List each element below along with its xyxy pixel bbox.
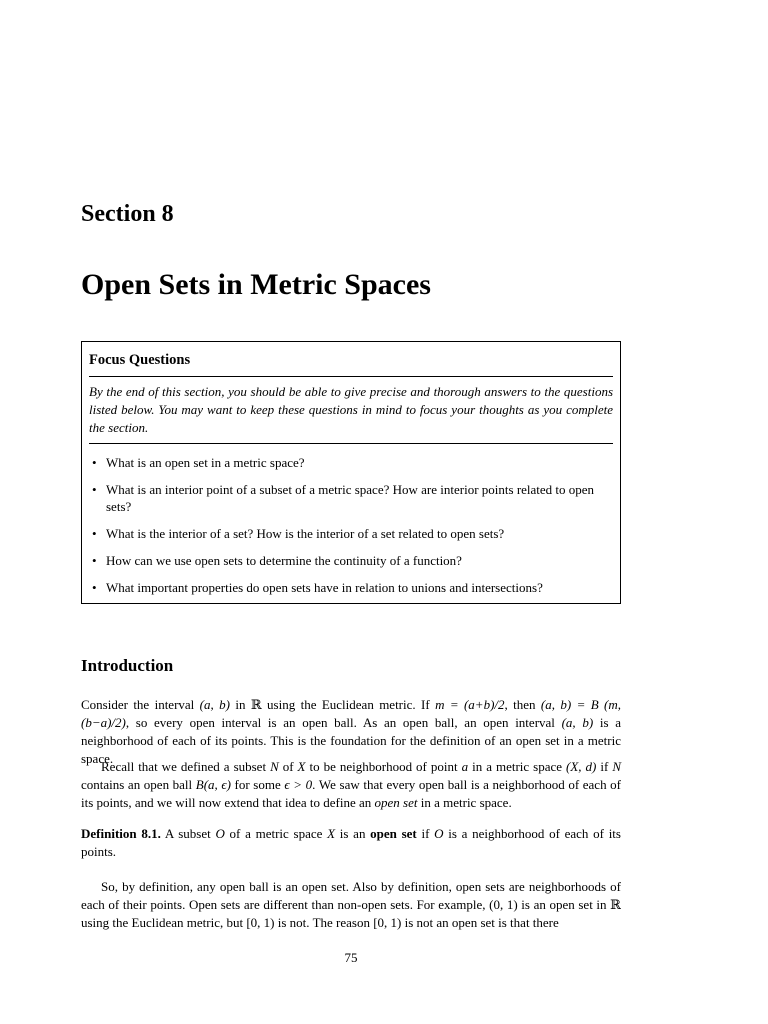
divider	[89, 443, 613, 444]
math-inline: (0, 1)	[489, 897, 518, 912]
focus-question: • What is an open set in a metric space?	[89, 454, 613, 471]
section-label: Section 8	[81, 201, 174, 227]
math-inline: O	[215, 826, 225, 841]
math-inline: ℝ	[250, 697, 262, 712]
math-inline: (a, b)	[199, 697, 230, 712]
math-inline: (X, d)	[566, 759, 597, 774]
intro-paragraph-2: Recall that we defined a subset N of X to be neighborhood of point a in a metric space (X, d) if N contains an open ball B(a, ϵ) for some ϵ > 0. We saw that every open ball is a neighborhood of each of its points, and we will now extend that idea to define an open set in a metric space.	[81, 759, 621, 810]
math-inline: [0, 1)	[373, 915, 402, 930]
focus-question: • What important properties do open sets have in relation to unions and intersections?	[89, 579, 613, 596]
math-inline: ϵ > 0	[284, 777, 313, 792]
emphasis-term: open set	[374, 795, 418, 810]
intro-paragraph-1: Consider the interval (a, b) in ℝ using the Euclidean metric. If m = (a+b)/2, then (a, b) = B (m, (b−a)/2), so every open interval is an open ball. As an open ball, an open interval (a, b) is a neighborhood of each of its points. This is the foundation for the definition of an open set in a metric space.	[81, 697, 622, 766]
math-inline: B(a, ϵ)	[195, 777, 231, 792]
focus-intro: By the end of this section, you should be able to give precise and thorough answers to the questions listed below. You may want to keep these questions in mind to focus your thoughts as you complete the section.	[89, 384, 613, 435]
focus-question-list	[89, 454, 613, 596]
focus-question: • What is an interior point of a subset of a metric space? How are interior points related to open sets?	[89, 481, 613, 515]
math-inline: ℝ	[610, 897, 621, 912]
definition-8-1: Definition 8.1. A subset O of a metric space X is an open set if O is a neighborhood of each of its points.	[81, 826, 621, 859]
focus-question: • How can we use open sets to determine the continuity of a function?	[89, 552, 613, 569]
divider	[89, 376, 613, 377]
page-number: 75	[344, 950, 358, 965]
math-inline: N	[612, 759, 621, 774]
math-inline: X	[297, 759, 306, 774]
math-inline: N	[270, 759, 279, 774]
math-inline: a	[461, 759, 469, 774]
math-inline: (a, b)	[561, 715, 594, 730]
focus-questions-box	[81, 341, 621, 604]
math-inline: m = (a+b)/2	[435, 697, 505, 712]
math-inline: X	[327, 826, 336, 841]
introduction-heading: Introduction	[81, 656, 174, 675]
focus-question: • What is the interior of a set? How is the interior of a set related to open sets?	[89, 525, 613, 542]
chapter-title: Open Sets in Metric Spaces	[81, 268, 431, 301]
math-inline: O	[434, 826, 444, 841]
focus-heading: Focus Questions	[89, 352, 191, 368]
defined-term: open set	[370, 826, 417, 841]
definition-label: Definition 8.1.	[81, 826, 161, 841]
intro-paragraph-3: So, by definition, any open ball is an open set. Also by definition, open sets are neighborhoods of each of their points. Open sets are different than non-open sets. For example, (0, 1) is an open set in ℝ using the Euclidean metric, but [0, 1) is not. The reason [0, 1) is not an open set is that there	[81, 879, 621, 930]
math-inline: (a, b) = B (m, (b−a)/2)	[81, 697, 622, 730]
math-inline: [0, 1)	[246, 915, 275, 930]
